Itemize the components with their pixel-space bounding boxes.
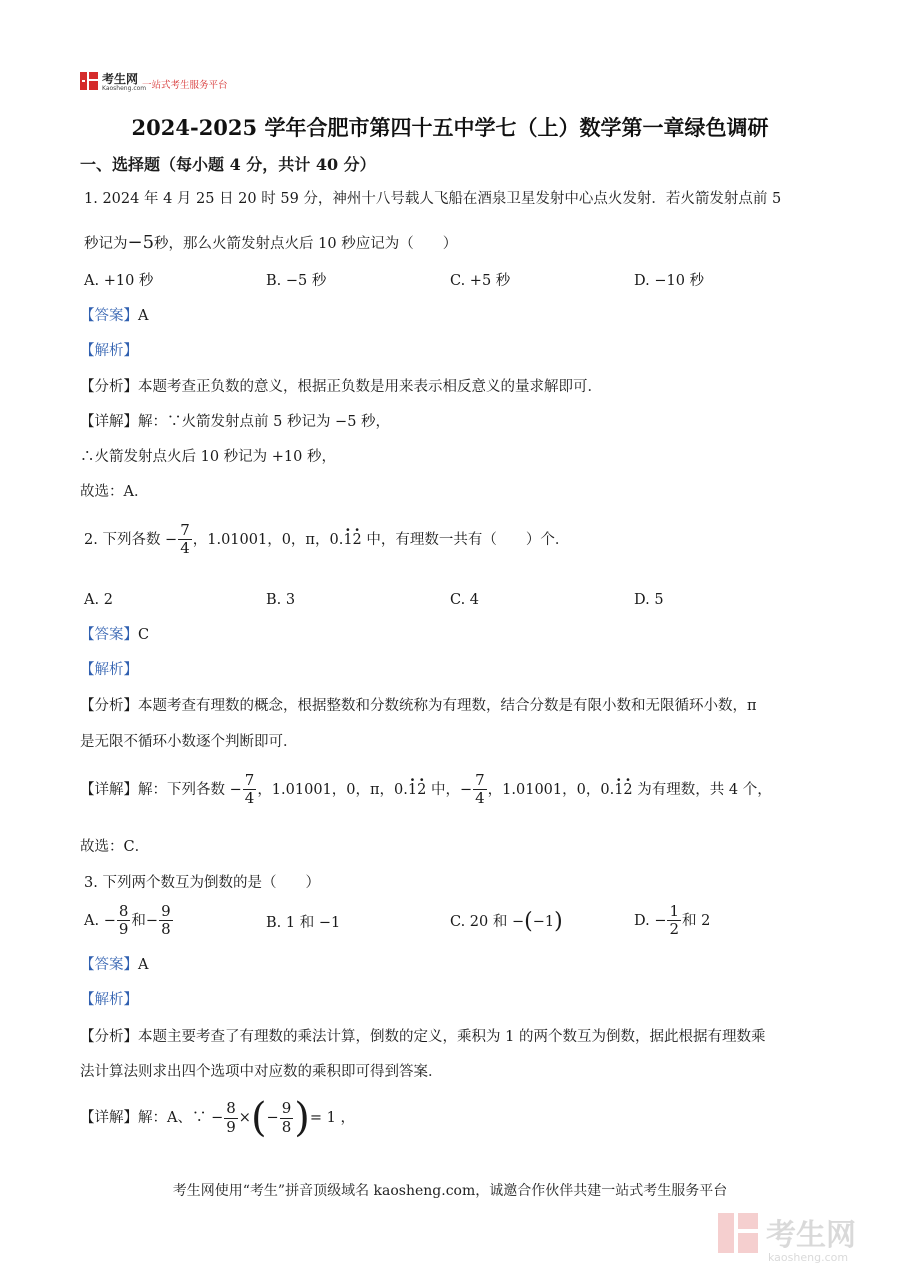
fraction-denominator: 4	[244, 789, 255, 808]
repeating-digit: · 2	[623, 783, 632, 798]
document-title: 2024-2025 学年合肥市第四十五中学七（上）数学第一章绿色调研	[131, 115, 769, 140]
q3-xj-eq: = 1 ，	[309, 1110, 355, 1126]
section-heading: 一、选择题（每小题 4 分，共计 40 分）	[80, 155, 376, 174]
q1-fenxi: 【分析】本题考查正负数的意义，根据正负数是用来表示相反意义的量求解即可．	[80, 379, 602, 395]
fraction-denominator: 9	[226, 1117, 236, 1136]
option-label: D.	[634, 912, 650, 929]
q2-xiangjie	[80, 772, 772, 808]
answer-tag: 【答案】	[80, 627, 138, 643]
q1-choose: 故选：A．	[80, 484, 149, 500]
q2-fraction	[178, 522, 192, 558]
fraction-denominator: 4	[180, 539, 190, 558]
page-footer: 考生网使用“考生”拼音顶级域名 kaosheng.com，诚邀合作伙伴共建一站式考生服务平台	[172, 1183, 728, 1199]
q3-option-d: D. − $\frac{1}{2}$ 和 2	[634, 902, 711, 939]
q2-option-c: C. 4	[450, 592, 480, 608]
fraction-numerator: 9	[281, 1099, 292, 1118]
q3-option-a: A. − $\frac{8}{9}$ 和− $\frac{9}{8}$	[84, 902, 171, 939]
q2-rest-a: ，1.01001，0，π，0.	[192, 531, 344, 548]
watermark-logo-icon	[716, 1207, 876, 1265]
q1-answer-value: A	[138, 308, 149, 324]
q2-fenxi-line2: 是无限不循环小数逐个判断即可．	[80, 734, 298, 750]
repeating-digit: · 1	[408, 783, 417, 798]
q2-option-b: B. 3	[266, 592, 296, 608]
fraction-numerator: 1	[669, 902, 680, 920]
q2-rest-b: 中，有理数一共有（ ）个．	[361, 531, 570, 548]
fraction-denominator: 4	[475, 789, 485, 808]
fraction-numerator: 7	[475, 771, 485, 789]
q3-xiangjie: 【详解】解：A、∵ − $\frac{8}{9}$ ×(− $\frac{9}{8}$ )= 1 ，	[80, 1095, 355, 1141]
fraction-numerator: 7	[180, 521, 190, 539]
q3-optA-frac1	[117, 903, 131, 939]
q3-answer-value: A	[138, 957, 149, 973]
q1-option-b: B. −5 秒	[266, 273, 327, 289]
q2-analysis-tag: 【解析】	[80, 662, 138, 678]
q1-stem-value: −5	[127, 232, 155, 253]
logo-name: 考生网	[102, 72, 139, 86]
q2-answer	[80, 628, 149, 643]
kaosheng-logo-icon	[80, 72, 98, 90]
q3-optC-value: −1	[532, 914, 555, 930]
q1-stem-line2	[84, 234, 457, 252]
q1-xiangjie: 【详解】解：∵火箭发射点前 5 秒记为 −5 秒，	[80, 414, 391, 430]
repeating-digit: · 1	[343, 533, 352, 548]
fraction-numerator: 8	[118, 902, 129, 920]
fraction-numerator: 7	[244, 771, 255, 789]
q1-stem-text-a: 秒记为	[84, 236, 128, 252]
q2-option-a: A. 2	[84, 592, 113, 608]
repeating-digit: · 1	[614, 783, 623, 798]
option-and: 和	[131, 912, 146, 929]
answer-tag: 【答案】	[80, 308, 138, 324]
q2-stem	[84, 522, 569, 558]
q3-optA-frac2	[159, 903, 173, 939]
q2-choose: 故选：C．	[80, 839, 150, 855]
q3-fenxi-line2: 法计算法则求出四个选项中对应数的乘积即可得到答案．	[80, 1064, 443, 1080]
q1-option-a: A. +10 秒	[84, 273, 154, 289]
q2-xj-fraction	[473, 772, 487, 808]
times-sign: ×	[238, 1110, 251, 1126]
fraction-numerator: 9	[161, 902, 171, 920]
q3-optD-frac	[667, 903, 681, 939]
q3-stem: 3. 下列两个数互为倒数的是（ ）	[84, 875, 320, 891]
q2-xj-text: ，1.01001，0，0.	[487, 781, 615, 798]
q3-xj-text: 【详解】解：A、∵ −	[80, 1110, 224, 1126]
watermark-name: 考生网	[766, 1218, 856, 1253]
fraction-numerator: 8	[226, 1099, 236, 1118]
q2-prefix: 2. 下列各数 −	[84, 531, 178, 548]
q3-answer	[80, 958, 148, 973]
fraction-denominator: 9	[118, 920, 129, 939]
logo-domain: Kaosheng.com	[102, 85, 147, 92]
repeating-digit: · 2	[353, 533, 362, 548]
q2-xj-text: 【详解】解：下列各数 −	[80, 781, 242, 798]
q2-xj-text: 为有理数，共 4 个，	[632, 781, 772, 798]
q3-analysis-tag: 【解析】	[80, 992, 138, 1008]
watermark-logo	[716, 1207, 876, 1265]
q3-option-b: B. 1 和 −1	[266, 915, 341, 931]
q3-option-c: C. 20 和 −(−1)	[450, 909, 563, 934]
q2-option-d: D. 5	[634, 592, 664, 608]
answer-tag: 【答案】	[80, 957, 138, 973]
q3-fenxi-line1: 【分析】本题主要考查了有理数的乘法计算，倒数的定义，乘积为 1 的两个数互为倒数，据此根据有理数乘	[80, 1029, 766, 1045]
q2-fenxi-line1: 【分析】本题考查有理数的概念，根据整数和分数统称为有理数，结合分数是有限小数和无限循环小数，π	[80, 698, 757, 714]
fraction-denominator: 8	[281, 1117, 292, 1136]
q1-answer	[80, 309, 148, 324]
q1-analysis-tag: 【解析】	[80, 343, 138, 359]
watermark-domain: kaosheng.com	[768, 1251, 849, 1264]
fraction-denominator: 8	[161, 920, 171, 939]
q3-xj-frac1	[224, 1100, 238, 1136]
q1-stem-line1: 1. 2024 年 4 月 25 日 20 时 59 分，神州十八号载人飞船在酒泉卫星发射中心点火发射．若火箭发射点前 5	[84, 191, 782, 207]
repeating-digit: · 2	[417, 783, 426, 798]
q2-xj-text: 中，−	[426, 781, 473, 798]
logo-slogan: 一站式考生服务平台	[142, 80, 228, 91]
q3-optC-text: C. 20 和 −	[450, 914, 525, 930]
q1-option-c: C. +5 秒	[450, 273, 511, 289]
q1-stem-text-b: 秒，那么火箭发射点火后 10 秒应记为（ ）	[154, 236, 458, 252]
q3-xj-frac2	[280, 1100, 294, 1136]
q2-xj-text: ，1.01001，0，π，0.	[257, 781, 408, 798]
option-label: A.	[84, 912, 100, 929]
q1-option-d: D. −10 秒	[634, 273, 705, 289]
q3-optD-rest: 和 2	[682, 912, 711, 929]
q2-answer-value: C	[138, 627, 150, 643]
q1-therefore: ∴火箭发射点火后 10 秒记为 +10 秒，	[80, 449, 336, 465]
q2-xj-fraction	[243, 772, 257, 808]
fraction-denominator: 2	[669, 920, 680, 939]
